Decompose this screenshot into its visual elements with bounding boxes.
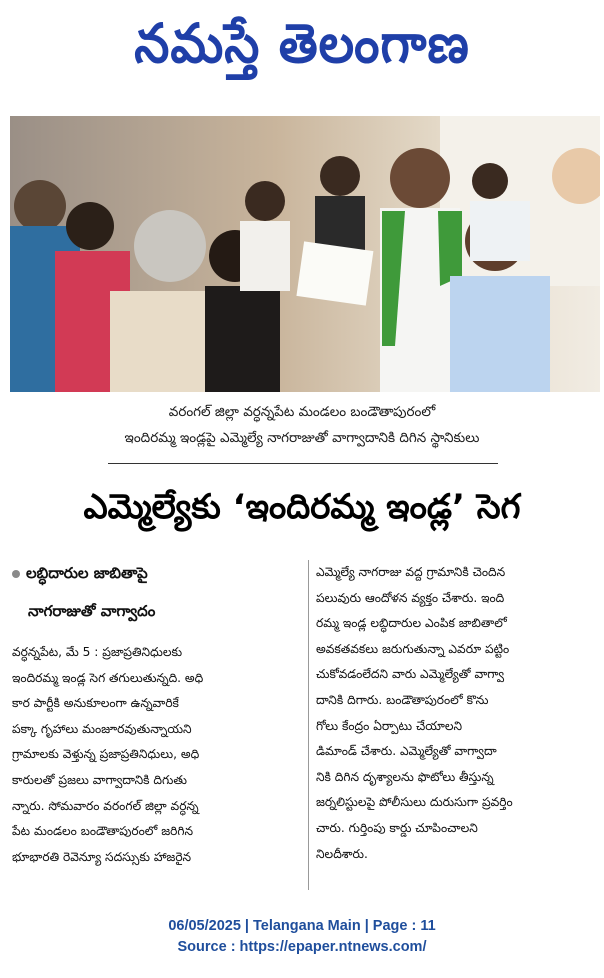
body-line: కారులతో ప్రజలు వాగ్వాదానికి దిగుతు (12, 772, 188, 787)
subheading-1 (12, 564, 148, 586)
caption-divider (108, 463, 498, 464)
body-line: కార పార్టీకి అనుకూలంగా ఉన్నవారికే (12, 696, 179, 711)
article-body-left-column (12, 640, 302, 870)
subheading-2: నాగరాజుతో వాగ్వాదం (28, 602, 156, 620)
body-line: భూభారతి రెవెన్యూ సదస్సుకు హాజరైన (12, 849, 192, 864)
body-line: దానికి దిగారు. బండౌతాపురంలో కొను (316, 692, 489, 707)
body-line: అవకతవకలు జరుగుతున్నా ఎవరూ పట్టిం (316, 641, 510, 656)
body-line: జర్నలిస్టులపై పోలీసులు దురుసుగా ప్రవర్తిం (316, 795, 513, 810)
body-line: వర్ధన్నపేట, మే 5 : ప్రజాప్రతినిధులకు (12, 645, 183, 659)
newspaper-masthead (0, 0, 604, 100)
body-line: గ్రామాలకు వెళ్తున్న ప్రజాప్రతినిధులు, అధి (12, 747, 200, 762)
caption-line-1: వరంగల్ జిల్లా వర్ధన్నపేట మండలం బండౌతాపురంలో (168, 404, 436, 420)
body-line: రమ్మ ఇండ్ల లబ్ధిదారుల ఎంపిక జాబితాలో (316, 616, 507, 631)
news-photo (10, 116, 600, 392)
bullet-icon (12, 570, 20, 578)
body-line: ఎమ్మెల్యే నాగరాజు వద్ద గ్రామానికి చెందిన (316, 565, 506, 579)
article-body-right-column (316, 560, 600, 867)
subheading-1-text: లబ్ధిదారుల జాబితాపై (26, 564, 148, 582)
masthead-title: నమస్తే తెలంగాణ (134, 11, 470, 75)
body-line: ఇందిరమ్మ ఇండ్ల సెగ తగులుతున్నది. అధి (12, 670, 204, 685)
body-line: పక్కా గృహాలు మంజూరవుతున్నాయని (12, 721, 192, 736)
body-line: డిమాండ్ చేశారు. ఎమ్మెల్యేతో వాగ్వాదా (316, 744, 497, 759)
article-headline (0, 478, 604, 544)
headline-text: ఎమ్మెల్యేకు ‘ఇందిరమ్మ ఇండ్ల’ సెగ (83, 487, 521, 527)
news-photo-illustration (10, 116, 600, 392)
body-line: గోలు కేంద్రం ఏర్పాటు చేయాలని (316, 718, 463, 733)
photo-caption (0, 399, 604, 451)
body-line: చారు. గుర్తింపు కార్డు చూపించాలని (316, 820, 478, 835)
column-divider (308, 560, 309, 890)
body-line: పలువురు ఆందోళన వ్యక్తం చేశారు. ఇంది (316, 590, 505, 605)
footer-date-page: 06/05/2025 | Telangana Main | Page : 11 (168, 918, 436, 934)
caption-line-2: ఇందిరమ్మ ఇండ్లపై ఎమ్మెల్యే నాగరాజుతో వాగ్వాదానికి దిగిన స్థానికులు (124, 430, 480, 446)
body-line: నిలదీశారు. (316, 846, 368, 861)
body-line: పేట మండలం బండౌతాపురంలో జరిగిన (12, 824, 194, 839)
body-line: చుకోవడంలేదని వారు ఎమ్మెల్యేతో వాగ్వా (316, 667, 505, 682)
footer-source: Source : https://epaper.ntnews.com/ (177, 939, 427, 955)
body-line: న్నారు. సోమవారం వరంగల్ జిల్లా వర్ధన్న (12, 798, 199, 813)
body-line: నికి దిగిన దృశ్యాలను ఫొటోలు తీస్తున్న (316, 769, 494, 784)
